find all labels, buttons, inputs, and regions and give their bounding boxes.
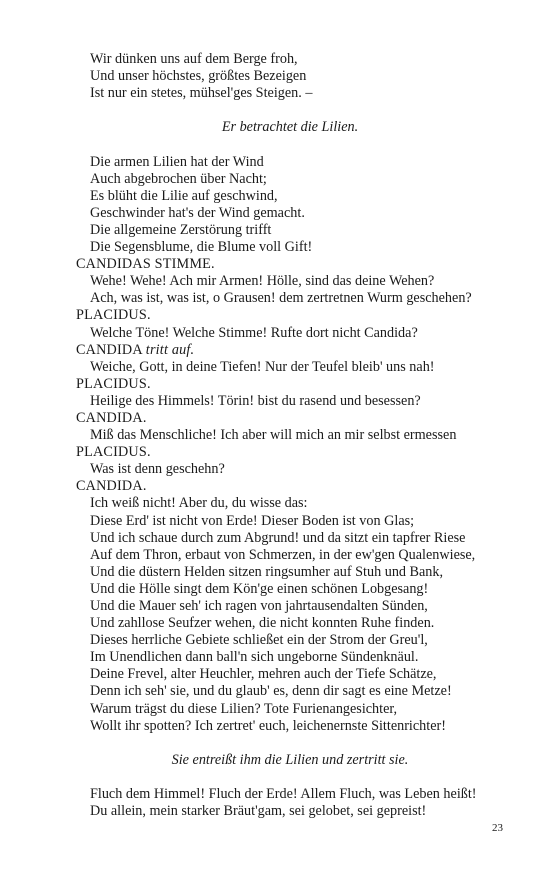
verse-line <box>0 718 550 735</box>
line-text: Die allgemeine Zerstörung trifft <box>90 221 272 238</box>
line-text: Fluch dem Himmel! Fluch der Erde! Allem Fluch, was Leben heißt! <box>90 786 477 803</box>
verse-line <box>0 666 550 683</box>
line-text: Er betrachtet die Lilien. <box>221 119 359 136</box>
verse-line <box>0 598 550 615</box>
stage-direction <box>0 752 550 769</box>
verse-line <box>0 51 550 68</box>
blank-line <box>0 735 550 752</box>
text-block <box>0 51 550 820</box>
verse-line <box>0 701 550 718</box>
line-text: Ich weiß nicht! Aber du, du wisse das: <box>90 495 308 512</box>
line-text: CANDIDA <box>76 341 143 358</box>
verse-line <box>0 273 550 290</box>
line-text: Und die Hölle singt dem Kön'ge einen schönen Lobgesang! <box>90 580 429 597</box>
verse-line <box>0 188 550 205</box>
speaker-name <box>0 342 550 359</box>
line-text: Welche Töne! Welche Stimme! Rufte dort nicht Candida? <box>90 324 418 341</box>
line-text: Im Unendlichen dann ball'n sich ungeborne Sündenknäul. <box>90 649 419 666</box>
blank-line <box>0 102 550 119</box>
line-text: Denn ich seh' sie, und du glaub' es, denn dir sagt es eine Metze! <box>90 683 452 700</box>
verse-line <box>0 495 550 512</box>
line-text: CANDIDA. <box>76 409 147 426</box>
verse-line <box>0 649 550 666</box>
line-text: Deine Frevel, alter Heuchler, mehren auch der Tiefe Schätze, <box>90 666 437 683</box>
line-text: Ach, was ist, was ist, o Grausen! dem zertretnen Wurm geschehen? <box>90 290 472 307</box>
line-text: Wehe! Wehe! Ach mir Armen! Hölle, sind das deine Wehen? <box>90 273 435 290</box>
verse-line <box>0 632 550 649</box>
verse-line <box>0 530 550 547</box>
line-text: Dieses herrliche Gebiete schließet ein der Strom der Greu'l, <box>90 632 428 649</box>
line-text: Es blüht die Lilie auf geschwind, <box>90 187 278 204</box>
verse-line <box>0 290 550 307</box>
stage-direction <box>0 119 550 136</box>
line-text: Sie entreißt ihm die Lilien und zertritt sie. <box>171 751 409 768</box>
speaker-name <box>0 307 550 324</box>
speaker-name <box>0 410 550 427</box>
verse-line <box>0 154 550 171</box>
verse-line <box>0 325 550 342</box>
verse-line <box>0 68 550 85</box>
line-text: Und die Mauer seh' ich ragen von jahrtausendalten Sünden, <box>90 598 428 614</box>
line-text: Die armen Lilien hat der Wind <box>90 153 264 170</box>
stage-direction-inline: tritt auf. <box>145 341 195 358</box>
line-text: Weiche, Gott, in deine Tiefen! Nur der Teufel bleib' uns nah! <box>90 358 435 375</box>
speaker-name <box>0 478 550 495</box>
line-text: Was ist denn geschehn? <box>90 461 225 478</box>
verse-line <box>0 171 550 188</box>
speaker-name <box>0 376 550 393</box>
line-text: Diese Erd' ist nicht von Erde! Dieser Boden ist von Glas; <box>90 512 415 529</box>
line-text: Heilige des Himmels! Törin! bist du rasend und besessen? <box>90 392 421 409</box>
verse-line <box>0 222 550 239</box>
line-text: Miß das Menschliche! Ich aber will mich an mir selbst ermessen <box>90 427 457 444</box>
line-text: Die Segensblume, die Blume voll Gift! <box>90 239 313 256</box>
page-number: 23 <box>492 822 503 834</box>
line-text: Und die düstern Helden sitzen ringsumher auf Stuh und Bank, <box>90 563 444 580</box>
line-text: Und ich schaue durch zum Abgrund! und da sitzt ein tapfrer Riese <box>90 529 466 546</box>
verse-line <box>0 205 550 222</box>
line-text: PLACIDUS. <box>76 444 151 461</box>
verse-line <box>0 239 550 256</box>
verse-line <box>0 564 550 581</box>
blank-line <box>0 136 550 153</box>
line-text: Auch abgebrochen über Nacht; <box>90 170 267 187</box>
verse-line <box>0 461 550 478</box>
verse-line <box>0 581 550 598</box>
verse-line <box>0 803 550 820</box>
verse-line <box>0 359 550 376</box>
verse-line <box>0 683 550 700</box>
line-text: Und zahllose Seufzer wehen, die nicht konnten Ruhe finden. <box>90 615 435 632</box>
line-text: Geschwinder hat's der Wind gemacht. <box>90 204 305 221</box>
line-text: Und unser höchstes, größtes Bezeigen <box>90 68 307 85</box>
verse-line <box>0 393 550 410</box>
blank-line <box>0 769 550 786</box>
verse-line <box>0 547 550 564</box>
line-text: Warum trägst du diese Lilien? Tote Furienangesichter, <box>90 700 398 717</box>
verse-line <box>0 786 550 803</box>
line-text: PLACIDUS. <box>76 375 151 392</box>
line-text: Auf dem Thron, erbaut von Schmerzen, in der ew'gen Qualenwiese, <box>90 546 476 563</box>
line-text: CANDIDA. <box>76 478 147 495</box>
verse-line <box>0 427 550 444</box>
verse-line <box>0 513 550 530</box>
line-text: CANDIDAS STIMME. <box>76 256 215 273</box>
line-text: Wollt ihr spotten? Ich zertret' euch, leichenernste Sittenrichter! <box>90 717 446 734</box>
speaker-name <box>0 256 550 273</box>
line-text: Ist nur ein stetes, mühsel'ges Steigen. – <box>90 85 313 102</box>
line-text: Du allein, mein starker Bräut'gam, sei gelobet, sei gepreist! <box>90 803 427 820</box>
line-text: Wir dünken uns auf dem Berge froh, <box>90 51 298 67</box>
line-text: PLACIDUS. <box>76 307 151 324</box>
speaker-name <box>0 444 550 461</box>
verse-line <box>0 85 550 102</box>
verse-line <box>0 615 550 632</box>
